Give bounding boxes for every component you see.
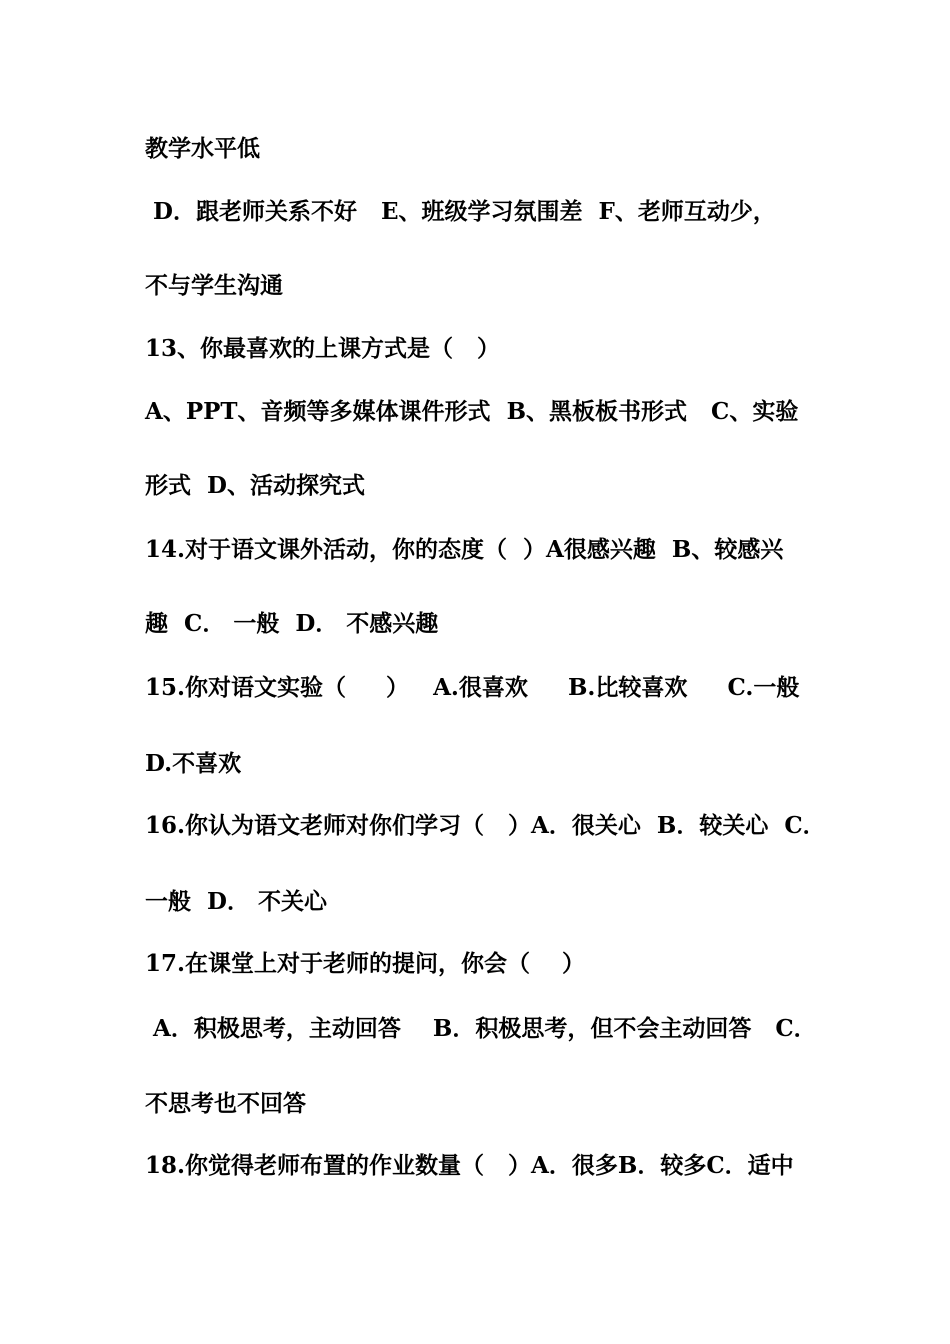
q15-question: 15.你对语文实验（ ） A.很喜欢 B.比较喜欢 C.一般	[145, 674, 800, 701]
q13-options-cont: 形式 D、活动探究式	[145, 472, 365, 499]
q15-options-cont: D.不喜欢	[145, 750, 242, 777]
q12-options-line-cont: 不与学生沟通	[145, 272, 283, 299]
q17-question: 17.在课堂上对于老师的提问，你会（ ）	[145, 950, 586, 977]
q12-options-line: D．跟老师关系不好 E、班级学习氛围差 F、老师互动少，	[145, 198, 776, 225]
q17-options: A．积极思考，主动回答 B．积极思考，但不会主动回答 C．	[145, 1015, 817, 1042]
text-line-continuation: 教学水平低	[145, 135, 260, 162]
q17-options-cont: 不思考也不回答	[145, 1090, 306, 1117]
q18-question: 18.你觉得老师布置的作业数量（ ）A．很多B．较多C．适中	[145, 1152, 794, 1179]
q14-question: 14.对于语文课外活动，你的态度（ ）A很感兴趣 B、较感兴	[145, 536, 784, 563]
q16-question: 16.你认为语文老师对你们学习（ ）A．很关心 B．较关心 C．	[145, 812, 826, 839]
q13-question: 13、你最喜欢的上课方式是（ ）	[145, 335, 501, 362]
q14-options-cont: 趣 C． 一般 D． 不感兴趣	[145, 610, 439, 637]
q13-options: A、PPT、音频等多媒体课件形式 B、黑板板书形式 C、实验	[145, 398, 799, 425]
q16-options-cont: 一般 D． 不关心	[145, 888, 327, 915]
